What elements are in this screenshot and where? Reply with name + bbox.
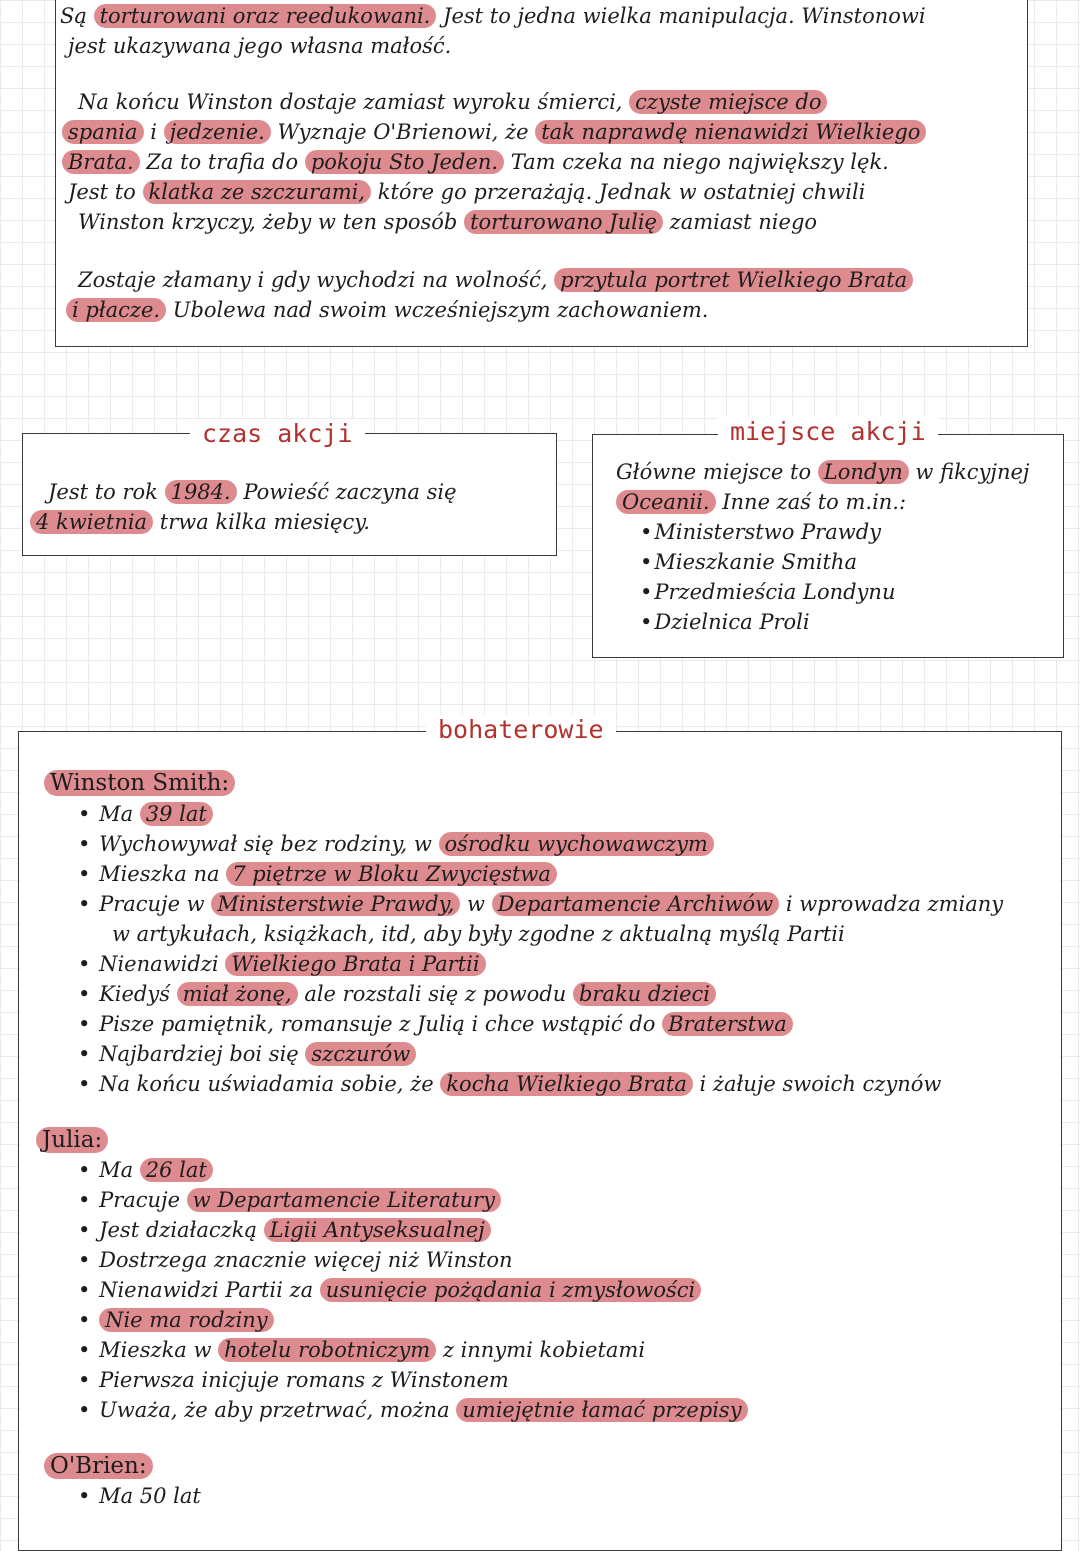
time-line-2: 4 kwietnia trwa kilka miesięcy.: [30, 508, 370, 536]
plot-line-9: i płacze. Ubolewa nad swoim wcześniejszym zachowaniem.: [66, 296, 708, 324]
winston-trait: • Najbardziej boi się szczurów: [78, 1040, 416, 1068]
julia-trait: • Mieszka w hotelu robotniczym z innymi kobietami: [78, 1336, 645, 1364]
julia-trait: • Jest działaczką Ligii Antyseksualnej: [78, 1216, 491, 1244]
plot-line-4: spania i jedzenie. Wyznaje O'Brienowi, że tak naprawdę nienawidzi Wielkiego: [62, 118, 926, 146]
characters-title: bohaterowie: [426, 715, 616, 745]
julia-trait: • Ma 26 lat: [78, 1156, 213, 1184]
plot-line-2: jest ukazywana jego własna małość.: [68, 34, 452, 58]
winston-trait: • Wychowywał się bez rodziny, w ośrodku wychowawczym: [78, 830, 714, 858]
place-item: • Mieszkanie Smitha: [640, 548, 857, 576]
winston-trait: • Na końcu uświadamia sobie, że kocha Wielkiego Brata i żałuje swoich czynów: [78, 1070, 941, 1098]
place-item: • Przedmieścia Londynu: [640, 578, 895, 606]
place-item: • Ministerstwo Prawdy: [640, 518, 881, 546]
winston-trait: • Kiedyś miał żonę, ale rozstali się z powodu braku dzieci: [78, 980, 716, 1008]
winston-trait: • Mieszka na 7 piętrze w Bloku Zwycięstwa: [78, 860, 557, 888]
winston-trait: • Pracuje w Ministerstwie Prawdy, w Departamencie Archiwów i wprowadza zmiany: [78, 890, 1003, 918]
julia-trait: • Pracuje w Departamencie Literatury: [78, 1186, 501, 1214]
plot-line-8: Zostaje złamany i gdy wychodzi na wolność, przytula portret Wielkiego Brata: [78, 266, 913, 294]
time-of-action-title: czas akcji: [190, 419, 365, 449]
julia-trait: • Dostrzega znacznie więcej niż Winston: [78, 1246, 513, 1274]
obrien-trait: • Ma 50 lat: [78, 1482, 201, 1510]
character-name-julia: Julia:: [36, 1126, 108, 1154]
plot-line-3: Na końcu Winston dostaje zamiast wyroku śmierci, czyste miejsce do: [78, 88, 827, 116]
winston-trait: • Pisze pamiętnik, romansuje z Julią i chce wstąpić do Braterstwa: [78, 1010, 793, 1038]
place-of-action-title: miejsce akcji: [718, 417, 938, 447]
place-item: • Dzielnica Proli: [640, 608, 810, 636]
julia-trait: • Pierwsza inicjuje romans z Winstonem: [78, 1366, 509, 1394]
character-name-winston: Winston Smith:: [44, 769, 235, 797]
plot-line-7: Winston krzyczy, żeby w ten sposób torturowano Julię zamiast niego: [78, 210, 818, 234]
plot-line-5: Brata. Za to trafia do pokoju Sto Jeden. Tam czeka na niego największy lęk.: [62, 148, 889, 176]
julia-trait: • Uważa, że aby przetrwać, można umiejętnie łamać przepisy: [78, 1396, 748, 1424]
place-line-1: Główne miejsce to Londyn w fikcyjnej: [616, 460, 1030, 484]
winston-trait: • Nienawidzi Wielkiego Brata i Partii: [78, 950, 486, 978]
plot-line-6: Jest to klatka ze szczurami, które go przerażają. Jednak w ostatniej chwili: [68, 180, 866, 204]
julia-trait: • Nie ma rodziny: [78, 1306, 274, 1334]
place-line-2: Oceanii. Inne zaś to m.in.:: [616, 488, 906, 516]
julia-trait: • Nienawidzi Partii za usunięcie pożądania i zmysłowości: [78, 1276, 701, 1304]
character-name-obrien: O'Brien:: [44, 1452, 153, 1480]
plot-line-1: Są torturowani oraz reedukowani. Jest to jedna wielka manipulacja. Winstonowi: [60, 4, 926, 28]
winston-trait: • Ma 39 lat: [78, 800, 213, 828]
time-line-1: Jest to rok 1984. Powieść zaczyna się: [48, 480, 457, 504]
winston-trait-continuation: w artykułach, książkach, itd, aby były zgodne z aktualną myślą Partii: [112, 922, 845, 946]
